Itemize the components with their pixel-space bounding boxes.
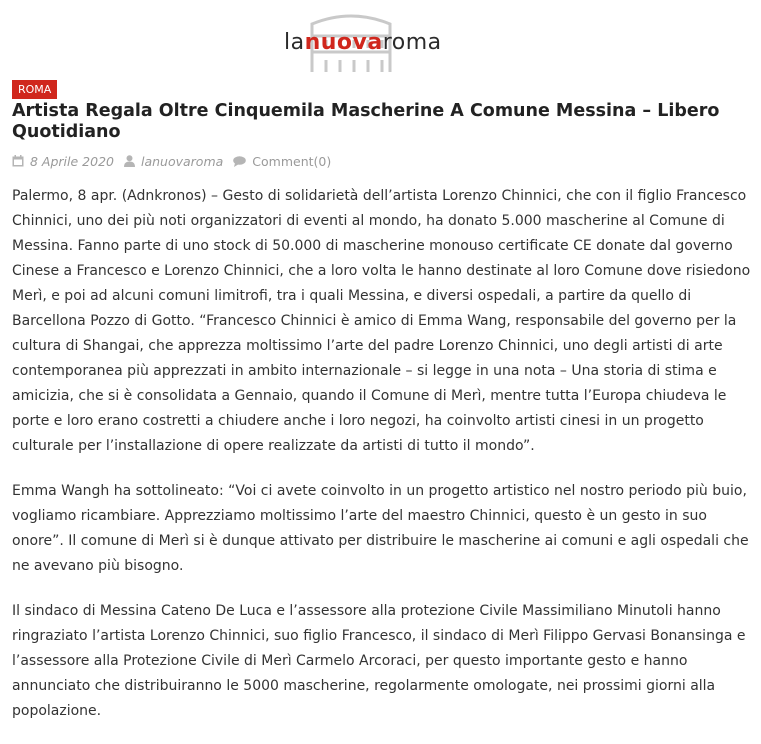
site-logo[interactable] xyxy=(284,8,466,76)
user-icon xyxy=(124,155,135,167)
date-text: 8 Aprile 2020 xyxy=(30,153,114,169)
article-body xyxy=(12,184,752,744)
logo-accent: nuova xyxy=(304,30,383,55)
post-author[interactable] xyxy=(124,154,223,169)
post-meta xyxy=(12,153,341,169)
author-text: lanuovaroma xyxy=(140,153,224,169)
paragraph: Emma Wangh ha sottolineato: “Voi ci avete coinvolto in un progetto artistico nel nostro periodo più buio, vogliamo ricambiare. Apprezziamo moltissimo l’arte del maestro Chinnici, questo è un gesto in suo onore”. Il comune di Merì si è dunque attivato per distribuire le mascherine ai comuni e agli ospedali che ne avevano più bisogno. xyxy=(12,483,749,574)
site-header xyxy=(0,0,761,78)
comment-icon xyxy=(233,156,246,167)
post-date[interactable] xyxy=(12,154,114,169)
paragraph: Palermo, 8 apr. (Adnkronos) – Gesto di solidarietà dell’artista Lorenzo Chinnici, che con il figlio Francesco Chinnici, uno dei più noti organizzatori di eventi al mondo, ha donato 5.000 mascherine al Comune di Messina. Fanno parte di uno stock di 50.000 di mascherine monouso certificate CE donate dal governo Cinese a Francesco e Lorenzo Chinnici, che a loro volta le hanno destinate al loro Comune dove risiedono Merì, e poi ad alcuni comuni limitrofi, tra i quali Messina, e diversi ospedali, a partire da quello di Barcellona Pozzo di Gotto. “Francesco Chinnici è amico di Emma Wang, responsabile del governo per la cultura di Shangai, che apprezza moltissimo l’arte del padre Lorenzo Chinnici, uno degli artisti di arte contemporanea più apprezzati in ambito internazionale – si legge in una nota – Una storia di stima e amicizia, che si è consolidata a Gennaio, quando il Comune di Merì, mentre tutta l’Europa chiudeva le porte e loro erano costretti a chiudere anche i loro negozi, ha coinvolto artisti cinesi in un progetto culturale per l’installazione di opere realizzate da artisti di tutto il mondo”. xyxy=(12,188,751,454)
comments-text: Comment(0) xyxy=(252,153,332,169)
logo-prefix: la xyxy=(284,30,305,55)
logo-suffix: roma xyxy=(382,30,442,55)
logo-wordmark xyxy=(284,30,442,55)
calendar-icon xyxy=(12,155,24,167)
post-comments[interactable] xyxy=(233,154,331,169)
category-badge[interactable]: ROMA xyxy=(12,80,57,99)
article-title: Artista Regala Oltre Cinquemila Mascherine A Comune Messina – Libero Quotidiano xyxy=(12,101,720,142)
paragraph: Il sindaco di Messina Cateno De Luca e l’assessore alla protezione Civile Massimiliano Minutoli hanno ringraziato l’artista Lorenzo Chinnici, suo figlio Francesco, il sindaco di Merì Filippo Gervasi Bonansinga e l’assessore alla Protezione Civile di Merì Carmelo Arcoraci, per questo importante gesto e hanno annunciato che distribuiranno le 5000 mascherine, regolarmente omologate, nei prossimi giorni alla popolazione. xyxy=(12,603,746,719)
